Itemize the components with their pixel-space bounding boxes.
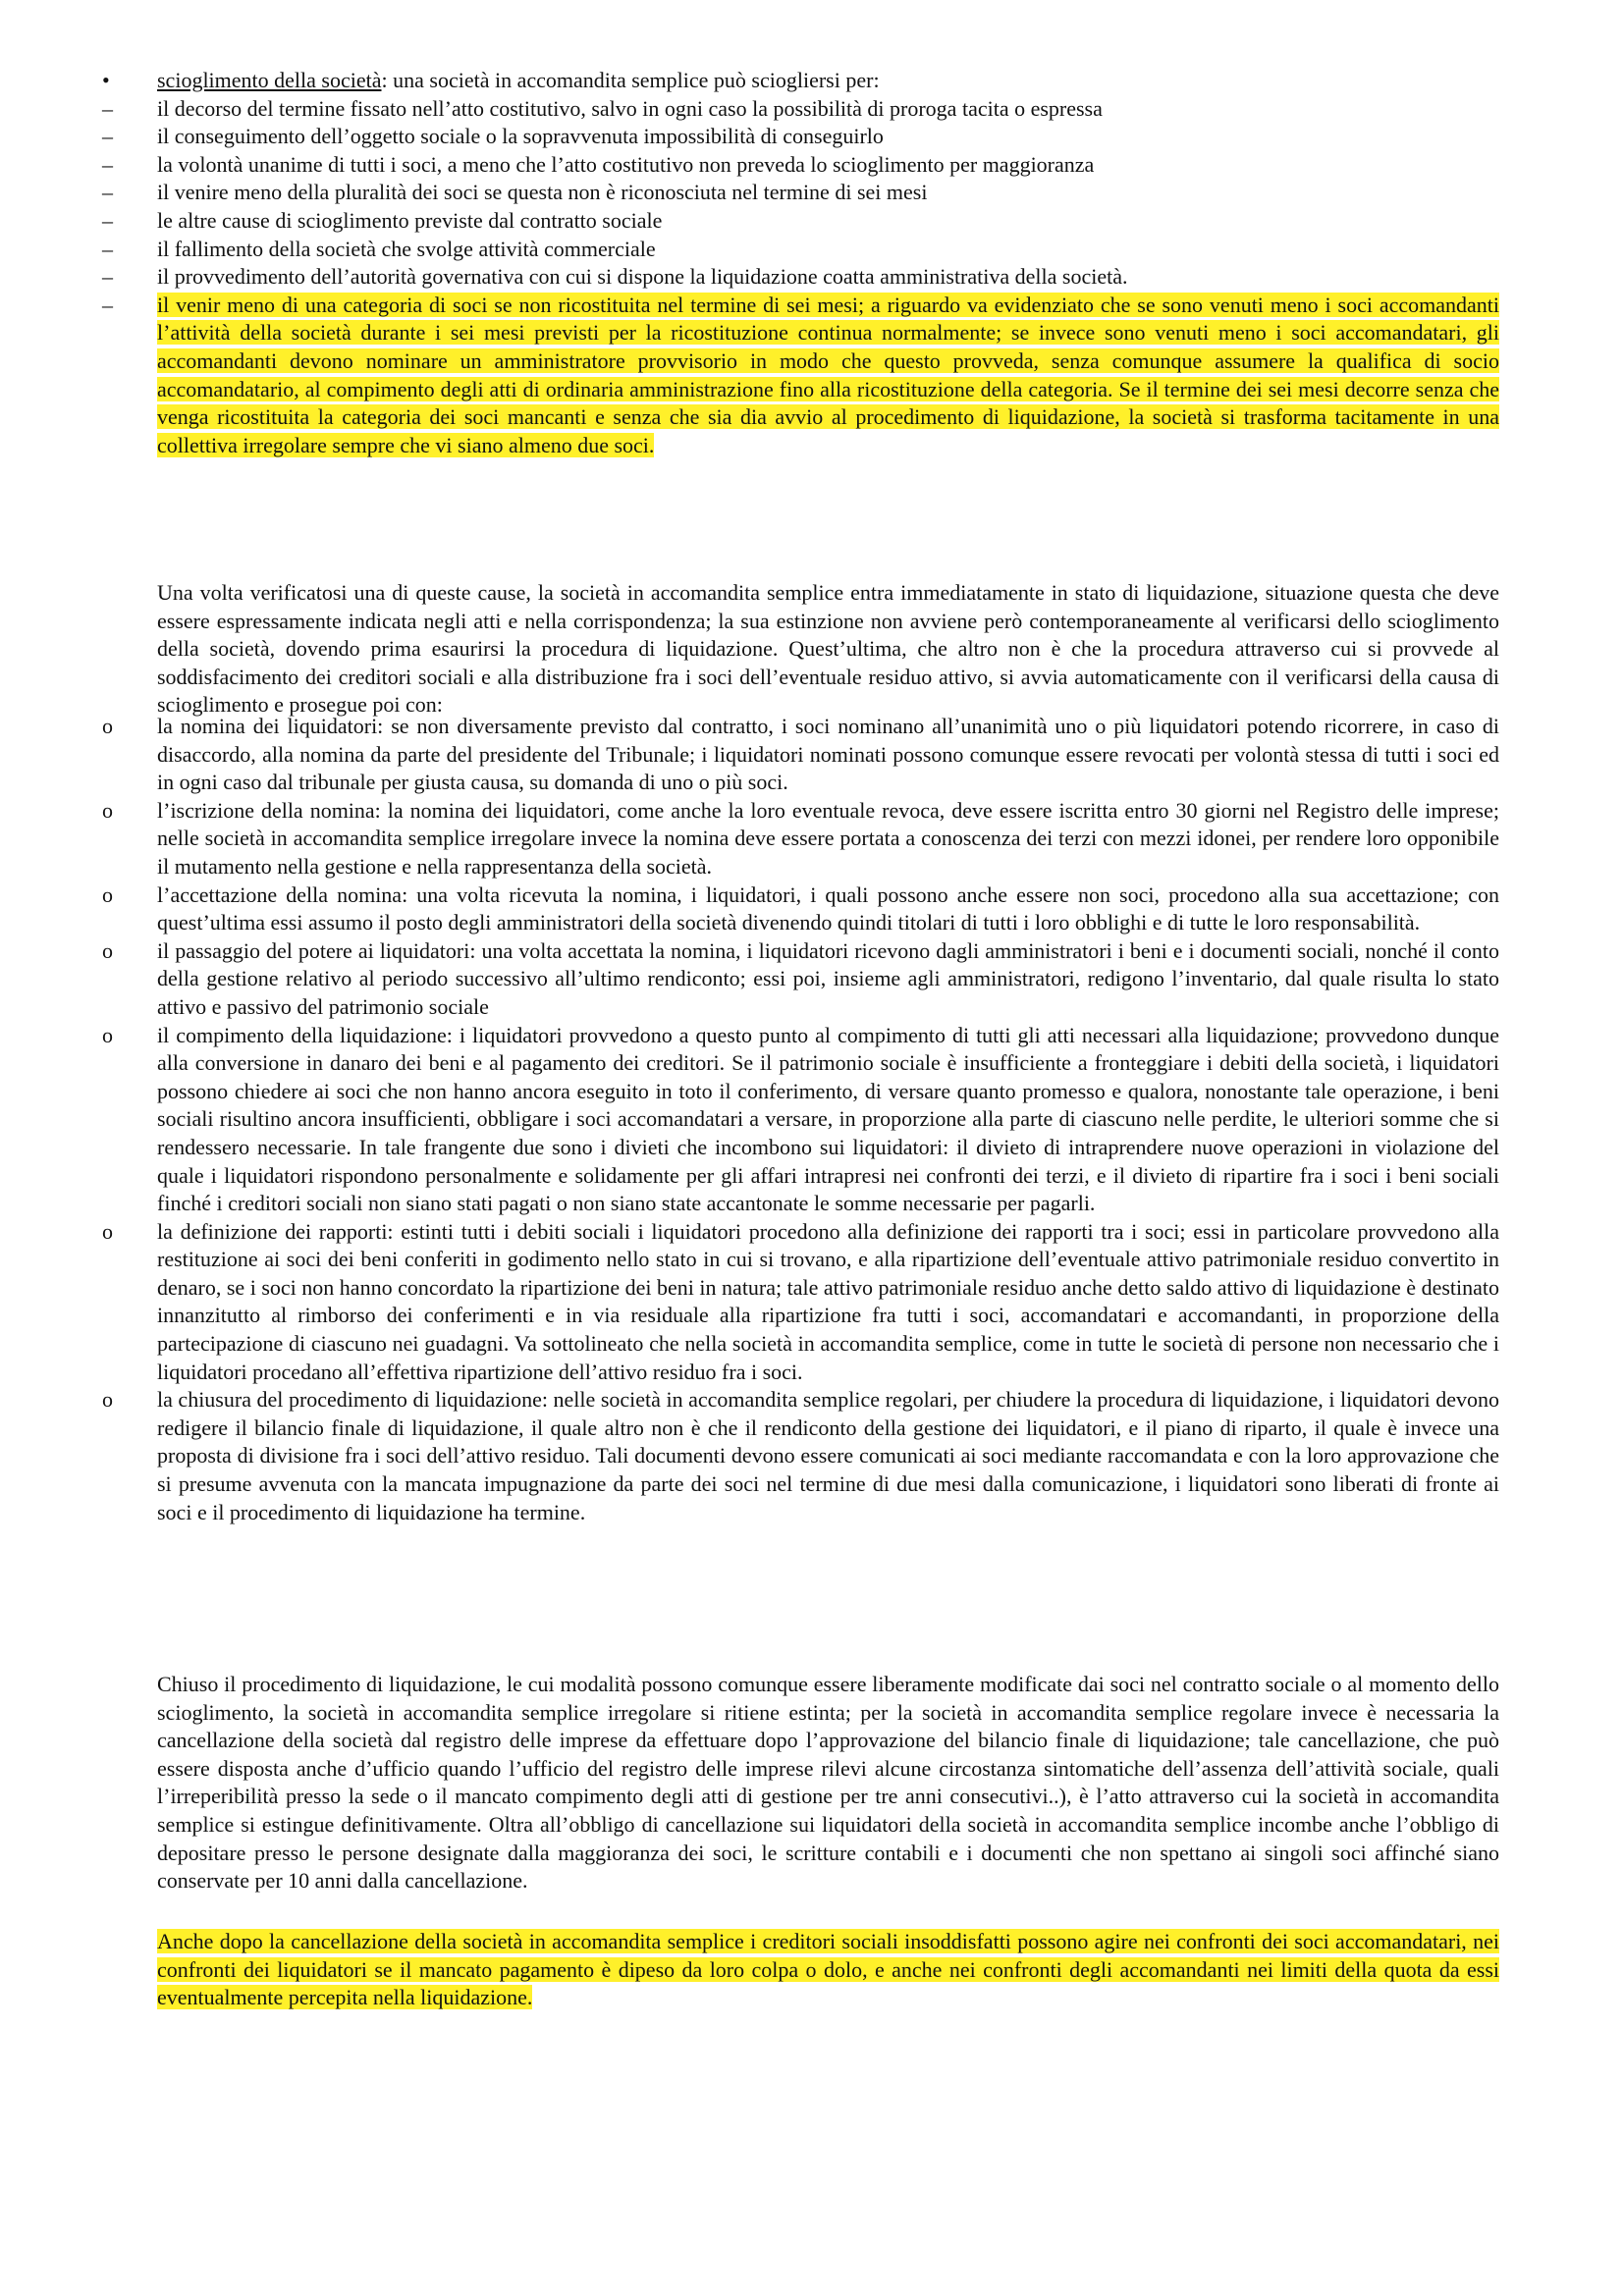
step-item: o il passaggio del potere ai liquidatori: una volta accettata la nomina, i liquidatori ricevono dagli amministratori i beni e i documenti sociali, nonché il conto della gestione relativo al periodo successivo all’ultimo rendiconto; essi poi, insieme agli amministratori, redigono l’inventario, dal quale risulta lo stato attivo e passivo del patrimonio sociale [102,937,1499,1019]
bullet-marker: • [102,68,110,92]
dash-marker: – [102,236,113,261]
dash-marker: – [102,151,113,177]
cause-item: – il decorso del termine fissato nell’atto costitutivo, salvo in ogni caso la possibilità di proroga tacita o espressa [157,95,1499,124]
dash-marker: – [102,180,113,205]
closing-paragraph: Chiuso il procedimento di liquidazione, le cui modalità possono comunque essere liberamente modificate dai soci nel contratto sociale o al momento dello scioglimento, la società in accomandita semplice irregolare si ritiene estinta; per la società in accomandita semplice regolare invece è necessaria la cancellazione della società dal registro delle imprese da effettuare dopo l’approvazione del bilancio finale di liquidazione; tale cancellazione, che può essere disposta anche d’ufficio quando l’ufficio del registro delle imprese rilevi alcune circostanza sintomatiche dell’assenza dell’attività sociale, quali l’irreperibilità presso la sede o il mancato compimento degli atti di gestione per tre anni consecutivi..), è l’atto attraverso cui la società in accomandita semplice si estingue definitivamente. Oltra all’obbligo di cancellazione sui liquidatori della società in accomandita semplice incombe anche l’obbligo di depositare presso le persone designate dalla maggioranza dei soci, le scritture contabili e i documenti che non spettano ai singoli soci affinché siano conservate per 10 anni dalla cancellazione. [157,1672,1499,1894]
dash-marker: – [102,95,113,121]
highlighted-cause-text: il venir meno di una categoria di soci se non ricostituita nel termine di sei mesi; a riguardo va evidenziato che se sono venuti meno i soci accomandanti l’attività della società durante i sei mesi previsti per la ricostituzione continua normalmente; se invece sono venuti meno i soci accomandatari, gli accomandanti devono nominare un amministratore provvisorio in modo che questo provveda, senza comunque assumere la qualifica di socio accomandatario, al compimento degli atti di ordinaria amministrazione fino alla ricostituzione della categoria. Se il termine dei sei mesi decorre senza che venga ricostituita la categoria dei soci mancanti e senza che sia dia avvio al procedimento di liquidazione, la società si trasforma tacitamente in una collettiva irregolare sempre che vi siano almeno due soci. [157,292,1499,457]
dash-marker: – [102,292,113,317]
step-item: o la chiusura del procedimento di liquidazione: nelle società in accomandita semplice regolari, per chiudere la procedura di liquidazione, i liquidatori devono redigere il bilancio finale di liquidazione, il quale altro non è che il rendiconto della gestione dei liquidatori, e il piano di riparto, il quale è invece una proposta di divisione fra i soci dell’attivo residuo. Tali documenti devono essere comunicati ai soci mediante raccomandata e con la loro approvazione che si presume avvenuta con la mancata impugnazione da parte dei soci nel termine di due mesi dalla comunicazione, i liquidatori sono liberati di fronte ai soci e il procedimento di liquidazione ha termine. [102,1387,1499,1524]
cause-item-highlighted [102,292,1499,460]
section-bullet-item [102,67,1499,95]
cause-item: – il fallimento della società che svolge attività commerciale [157,236,1499,264]
circle-marker: o [102,937,113,963]
final-highlight-text: Anche dopo la cancellazione della società in accomandita semplice i creditori sociali insoddisfatti possono agire nei confronti dei soci accomandatari, nei confronti dei liquidatori se il mancato pagamento è dipeso da loro colpa o dolo, e anche nei confronti degli accomandanti nei limiti della quota da essi eventualmente percepita nella liquidazione. [157,1929,1499,2010]
cause-item: – il provvedimento dell’autorità governativa con cui si dispone la liquidazione coatta amministrativa della società. [157,263,1499,292]
dash-marker: – [102,124,113,149]
cause-item: – il conseguimento dell’oggetto sociale o la sopravvenuta impossibilità di conseguirlo [157,123,1499,151]
final-highlight-paragraph [157,1928,1499,2012]
step-item: o la nomina dei liquidatori: se non diversamente previsto dal contratto, i soci nominano all’unanimità uno o più liquidatori potendo ricorrere, in caso di disaccordo, alla nomina da parte del presidente del Tribunale; i liquidatori nominati possono comunque essere revocati per volontà stessa di tutti i soci ed in ogni caso dal tribunale per giusta causa, su domanda di uno o più soci. [102,714,1499,795]
cause-item: – il venire meno della pluralità dei soci se questa non è riconosciuta nel termine di sei mesi [157,179,1499,207]
step-item: o l’iscrizione della nomina: la nomina dei liquidatori, come anche la loro eventuale revoca, deve essere iscritta entro 30 giorni nel Registro delle imprese; nelle società in accomandita semplice irregolare invece la nomina deve essere portata a conoscenza dei terzi con mezzi idonei, per rendere loro opponibile il mutamento nella gestione e nella rappresentanza della società. [102,797,1499,879]
circle-marker: o [102,797,113,823]
cause-item: – le altre cause di scioglimento previste dal contratto sociale [157,207,1499,236]
step-item: o la definizione dei rapporti: estinti tutti i debiti sociali i liquidatori procedono alla definizione dei rapporti tra i soci; essi in particolare provvedono alla restituzione ai soci dei beni conferiti in godimento nello stato in cui si trovano, e alla ripartizione dell’eventuale attivo patrimoniale residuo convertito in denaro, se i soci non hanno concordato la ripartizione dei beni in natura; tale attivo patrimoniale residuo anche detto saldo attivo di liquidazione è destinato innanzitutto al rimborso dei conferimenti e in via residuale alla ripartizione fra tutti i soci, accomandatari e accomandanti, in proporzione della partecipazione di ciascuno nei guadagni. Va sottolineato che nella società in accomandita semplice, come in tutte le società di persone non necessario che i liquidatori procedano all’effettiva ripartizione dell’attivo residuo fra i soci. [102,1218,1499,1384]
dash-marker: – [102,207,113,233]
dash-marker: – [102,264,113,290]
circle-marker: o [102,1218,113,1244]
circle-marker: o [102,1022,113,1047]
circle-marker: o [102,714,113,738]
liquidation-intro-paragraph: Una volta verificatosi una di queste cause, la società in accomandita semplice entra immediatamente in stato di liquidazione, situazione questa che deve essere espressamente indicata negli atti e nella corrispondenza; la sua estinzione non avviene però contemporaneamente al verificarsi dello scioglimento della società, dovendo prima esaurirsi la procedura di liquidazione. Quest’ultima, che altro non è che la procedura attraverso cui si provvede al soddisfacimento dei creditori sociali e alla distribuzione fra i soci dell’eventuale residuo attivo, si avvia automaticamente con il verificarsi della causa di scioglimento e prosegue poi con: [157,580,1499,718]
circle-marker: o [102,881,113,907]
causes-list [102,95,1499,460]
steps-list [102,713,1499,1526]
step-item: o l’accettazione della nomina: una volta ricevuta la nomina, i liquidatori, i quali possono anche essere non soci, procedono alla sua accettazione; con quest’ultima essi assumo il posto degli amministratori della società divenendo quindi titolari di tutti i loro obblighi e di tutte le loro responsabilità. [102,881,1499,935]
section-intro: : una società in accomandita semplice può sciogliersi per: [381,68,880,92]
step-item: o il compimento della liquidazione: i liquidatori provvedono a questo punto al compimento di tutti gli atti necessari alla liquidazione; provvedono dunque alla conversione in danaro dei beni e al pagamento dei creditori. Se il patrimonio sociale è insufficiente a fronteggiare i debiti della società, i liquidatori possono chiedere ai soci che non hanno ancora eseguito in toto il conferimento, di versare quanto promesso e qualora, nonostante tale operazione, i beni sociali risultino ancora insufficienti, obbligare i soci accomandatari a versare, in proporzione alla parte di ciascuno nelle perdite, le ulteriori somme che si rendessero necessarie. In tale frangente due sono i divieti che incombono sui liquidatori: il divieto di intraprendere nuove operazioni in violazione del quale i liquidatori rispondono personalmente e solidamente per gli affari intrapresi nei confronti dei terzi, e il divieto di ripartire fra i soci i beni sociali finché i creditori sociali non siano stati pagati o non siano state accantonate le somme necessarie per pagarli. [102,1022,1499,1216]
section-title: scioglimento della società [157,68,382,92]
liquidation-steps [102,713,1499,1526]
dissolution-section [102,67,1499,459]
circle-marker: o [102,1387,113,1413]
cause-item: – la volontà unanime di tutti i soci, a meno che l’atto costitutivo non preveda lo scioglimento per maggioranza [157,151,1499,180]
